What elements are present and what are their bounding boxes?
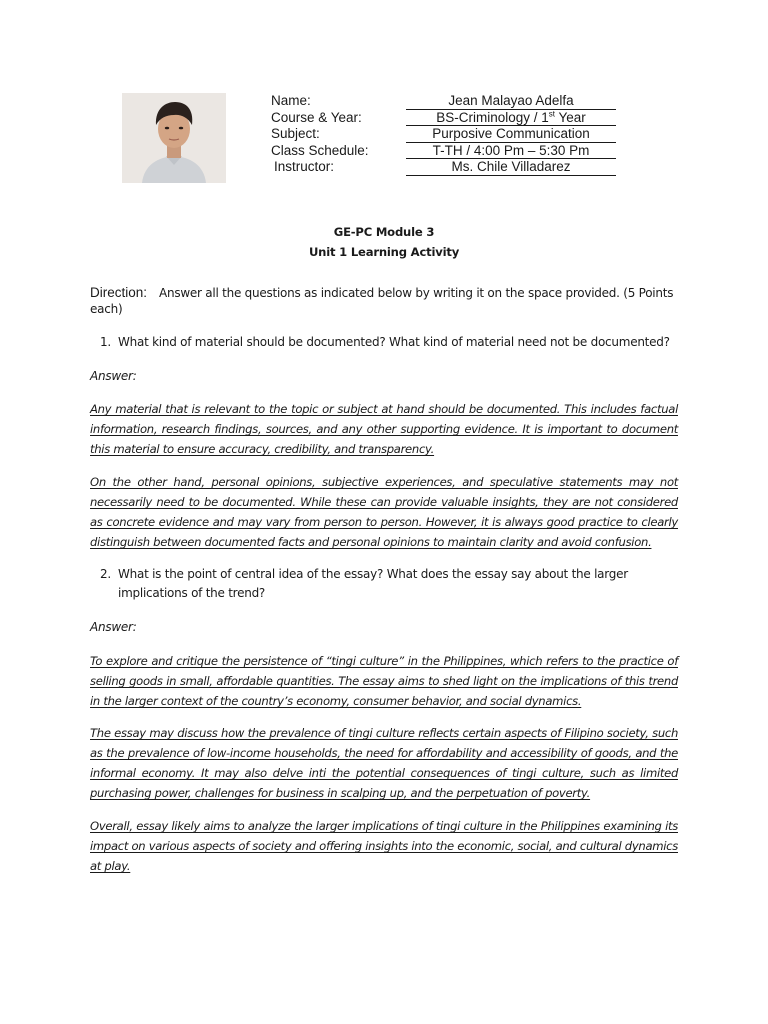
schedule-value: T-TH / 4:00 Pm – 5:30 Pm	[406, 143, 616, 160]
course-value-superscript: st	[548, 109, 555, 119]
info-row-subject	[271, 126, 616, 143]
course-label: Course & Year:	[271, 109, 362, 125]
answer-2-paragraph-3: Overall, essay likely aims to analyze the larger implications of tingi culture in the Philippines examining its impact on various aspects of society and offering insights into the economic, social, and cultural dynamics at play.	[90, 819, 678, 873]
instructor-value: Ms. Chile Villadarez	[406, 159, 616, 176]
question-1-text: What kind of material should be documented? What kind of material need not be documented?	[118, 335, 670, 349]
answer-1-paragraph-1: Any material that is relevant to the topic or subject at hand should be documented. This includes factual information, research findings, sources, and any other supporting evidence. It is important to document this material to ensure accuracy, credibility, and transparency.	[90, 402, 678, 456]
info-row-instructor	[271, 159, 616, 176]
question-2	[100, 565, 680, 603]
info-row-schedule	[271, 143, 616, 160]
question-1	[100, 333, 680, 352]
student-info	[271, 93, 616, 176]
person-portrait-image	[122, 93, 226, 183]
info-row-course	[271, 110, 616, 127]
info-row-name	[271, 93, 616, 110]
course-value-main: BS-Criminology / 1	[436, 109, 549, 125]
question-1-number: 1.	[100, 335, 111, 349]
subject-value: Purposive Communication	[406, 126, 616, 143]
instructor-label: Instructor:	[274, 159, 335, 175]
question-2-number: 2.	[100, 567, 111, 581]
answer-2-paragraph-2: The essay may discuss how the prevalence of tingi culture reflects certain aspects of Filipino society, such as the prevalence of low-income households, the need for affordability and accessibility of goods, and the informal economy. It may also delve inti the potential consequences of tingi culture, such as limited purchasing power, challenges for business in scalping up, and the perpetuation of poverty.	[90, 726, 678, 800]
schedule-label: Class Schedule:	[271, 142, 369, 158]
direction-text: Answer all the questions as indicated below by writing it on the space provided. (5 Points each)	[90, 286, 674, 316]
question-2-text: What is the point of central idea of the essay? What does the essay say about the larger implications of the trend?	[118, 567, 628, 600]
subject-label: Subject:	[271, 126, 320, 142]
name-value: Jean Malayao Adelfa	[406, 93, 616, 110]
answer-2-paragraph-1: To explore and critique the persistence of “tingi culture” in the Philippines, which refers to the practice of selling goods in small, affordable quantities. The essay aims to shed light on the implications of this trend in the larger context of the country’s economy, consumer behavior, and social dynamics.	[90, 654, 678, 708]
direction	[90, 285, 678, 317]
activity-title: Unit 1 Learning Activity	[308, 245, 460, 259]
answer-1-label: Answer:	[90, 369, 137, 383]
student-photo	[122, 93, 226, 183]
answer-2-label: Answer:	[90, 620, 137, 634]
name-label: Name:	[271, 93, 311, 108]
module-title: GE-PC Module 3	[333, 225, 435, 239]
direction-label: Direction:	[90, 285, 148, 300]
course-value	[406, 110, 616, 127]
course-value-year: Year	[554, 109, 586, 125]
answer-1-paragraph-2: On the other hand, personal opinions, subjective experiences, and speculative statements may not necessarily need to be documented. While these can provide valuable insights, they are not considered as concrete evidence and may vary from person to person. However, it is always good practice to clearly distinguish between documented facts and personal opinions to maintain clarity and avoid confusion.	[90, 475, 678, 549]
